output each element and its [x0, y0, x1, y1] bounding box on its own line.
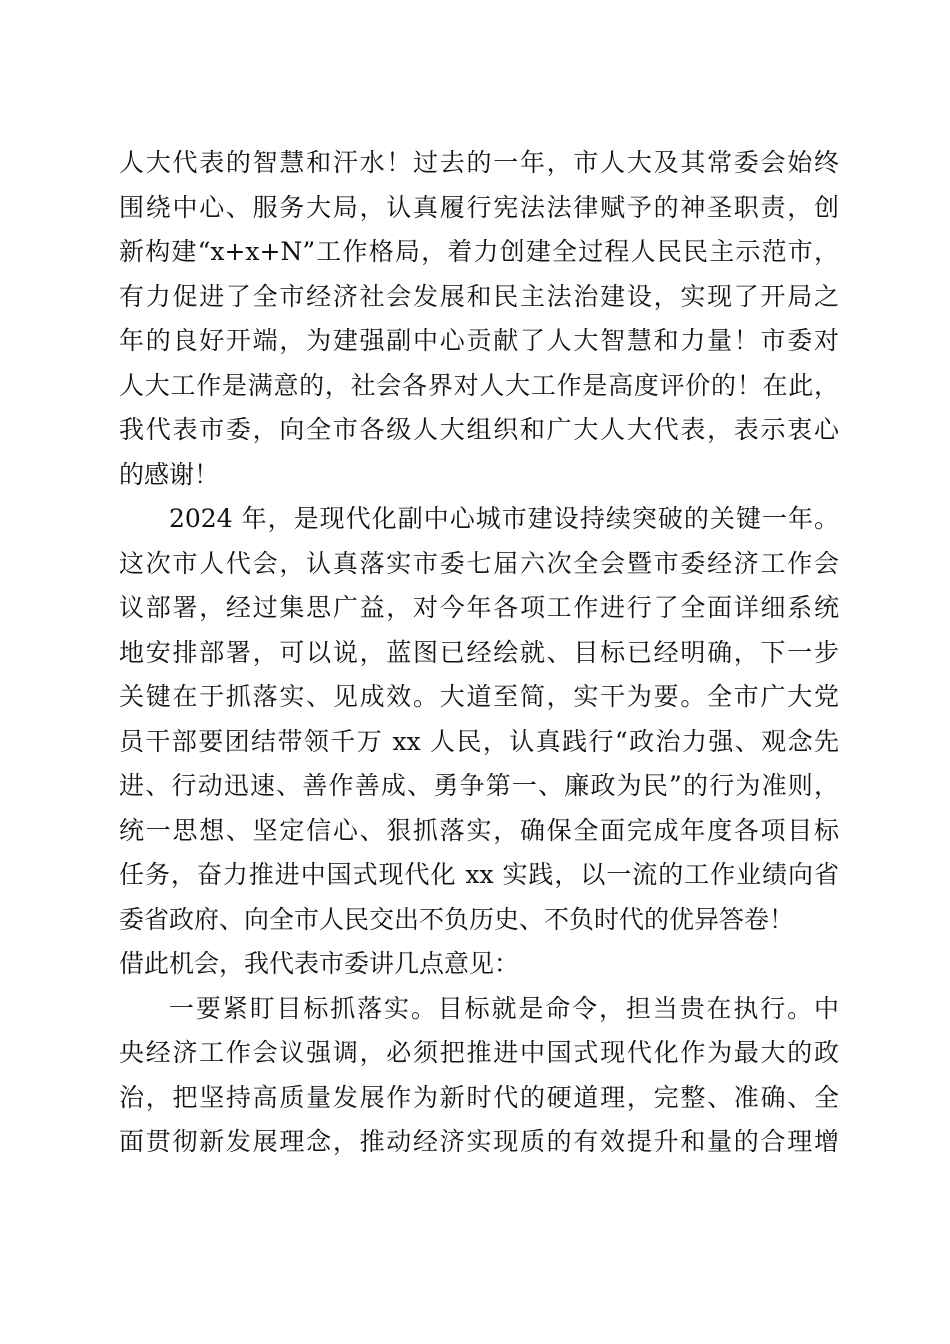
paragraph-start-line: 2024 年，是现代化副中心城市建设持续突破的关键一年。 [169, 504, 839, 533]
text-line: 统一思想、坚定信心、狠抓落实，确保全面完成年度各项目标 [119, 815, 839, 845]
text-line: 关键在于抓落实、见成效。大道至简，实干为要。全市广大党 [119, 682, 839, 711]
text-line: 地安排部署，可以说，蓝图已经绘就、目标已经明确，下一步 [119, 637, 839, 667]
text-line: 进、行动迅速、善作善成、勇争第一、廉政为民”的行为准则， [119, 771, 839, 800]
text-line: 围绕中心、服务大局，认真履行宪法法律赋予的神圣职责，创 [119, 192, 839, 222]
text-line: 任务，奋力推进中国式现代化 xx 实践，以一流的工作业绩向省 [119, 860, 839, 889]
text-line: 员干部要团结带领千万 xx 人民，认真践行“政治力强、观念先 [119, 726, 839, 756]
text-line: 年的良好开端，为建强副中心贡献了人大智慧和力量！市委对 [119, 326, 839, 355]
text-line: 有力促进了全市经济社会发展和民主法治建设，实现了开局之 [119, 281, 839, 311]
text-line: 委省政府、向全市人民交出不负历史、不负时代的优异答卷！ [119, 904, 795, 934]
text-line: 人大代表的智慧和汗水！过去的一年，市人大及其常委会始终 [119, 148, 839, 177]
text-line: 借此机会，我代表市委讲几点意见： [119, 949, 520, 978]
text-line: 央经济工作会议强调，必须把推进中国式现代化作为最大的政 [119, 1038, 839, 1067]
text-line: 新构建“x+x+N”工作格局，着力创建全过程人民民主示范市， [119, 237, 839, 266]
text-line: 议部署，经过集思广益，对今年各项工作进行了全面详细系统 [119, 593, 839, 622]
text-line: 我代表市委，向全市各级人大组织和广大人大代表，表示衷心 [119, 415, 839, 444]
text-line: 的感谢！ [119, 459, 220, 489]
body-text [119, 141, 839, 1165]
paragraph-start-line: 一要紧盯目标抓落实。目标就是命令，担当贵在执行。中 [169, 993, 839, 1023]
text-line: 这次市人代会，认真落实市委七届六次全会暨市委经济工作会 [119, 548, 839, 578]
text-line: 人大工作是满意的，社会各界对人大工作是高度评价的！在此， [119, 370, 839, 400]
text-line: 治，把坚持高质量发展作为新时代的硬道理，完整、准确、全 [119, 1082, 839, 1112]
text-line: 面贯彻新发展理念，推动经济实现质的有效提升和量的合理增 [119, 1127, 839, 1156]
